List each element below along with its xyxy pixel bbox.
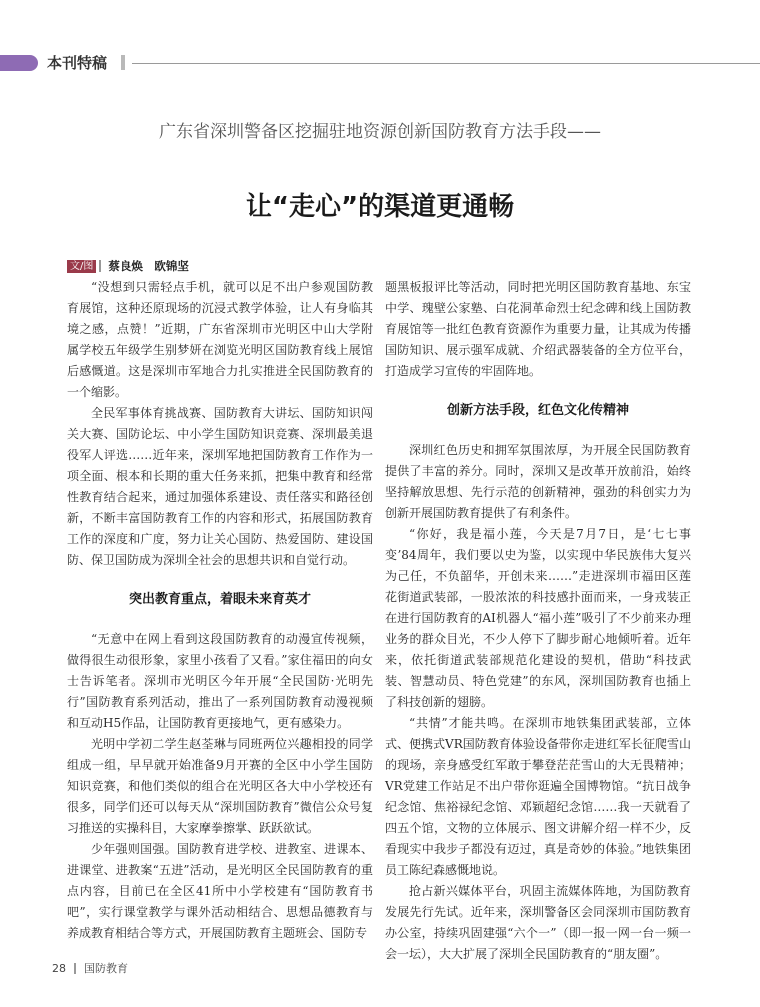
magazine-name: 国防教育 (84, 962, 128, 975)
byline-divider (99, 260, 101, 272)
paragraph: “你好，我是福小莲，今天是7月7日，是‘七七事变’84周年，我们要以史为鉴，以实现中华民族伟大复兴为己任，不负韶华，开创未来……”走进深圳市福田区莲花街道武装部，一股浓浓的科技感扑面而来，一身戎装正在进行国防教育的AI机器人“福小莲”吸引了不少前来办理业务的群众目光，不少人停下了脚步耐心地倾听着。近年来，依托街道武装部规范化建设的契机，借助“科技武装、智慧动员、特色党建”的东风，深圳国防教育也插上了科技创新的翅膀。 (385, 527, 691, 709)
right-column (385, 277, 691, 965)
page-footer (52, 960, 128, 976)
byline (67, 258, 189, 274)
byline-authors: 蔡良焕 欧锦坚 (108, 259, 189, 273)
section-title: 本刊特稿 (47, 54, 108, 72)
article-title: 让“走心”的渠道更通畅 (245, 192, 515, 222)
paragraph: “无意中在网上看到这段国防教育的动漫宣传视频，做得很生动很形象，家里小孩看了又看。”家住福田的向女士告诉笔者。深圳市光明区今年开展“全民国防·光明先行”国防教育系列活动，推出了一系列国防教育动漫视频和互动H5作品，让国防教育更接地气，更有感染力。 (67, 632, 373, 730)
paragraph: 全民军事体育挑战赛、国防教育大讲坛、国防知识闯关大赛、国防论坛、中小学生国防知识竞赛、深圳最美退役军人评选……近年来，深圳军地把国防教育工作作为一项全面、根本和长期的重大任务来抓，把集中教育和经常性教育结合起来，通过加强体系建设、责任落实和路径创新，不断丰富国防教育工作的内容和形式，拓展国防教育工作的深度和广度，努力让关心国防、热爱国防、建设国防、保卫国防成为深圳全社会的思想共识和自觉行动。 (67, 406, 373, 567)
byline-tag: 文/图 (67, 260, 96, 273)
page-number: 28 (52, 961, 66, 975)
section-accent-bar (0, 55, 38, 71)
article-kicker: 广东省深圳警备区挖掘驻地资源创新国防教育方法手段—— (159, 122, 601, 142)
paragraph-continuation: 题黑板报评比等活动，同时把光明区国防教育基地、东宝中学、瑰壁公家塾、白花洞革命烈士纪念碑和线上国防教育展馆等一批红色教育资源作为重要力量，让其成为传播国防知识、展示强军成就、介绍武器装备的全方位平台，打造成学习宣传的牢固阵地。 (385, 280, 691, 378)
paragraph: “共情”才能共鸣。在深圳市地铁集团武装部，立体式、便携式VR国防教育体验设备带你走进红军长征爬雪山的现场，亲身感受红军敢于攀登茫茫雪山的大无畏精神；VR党建工作站足不出户带你逛遍全国博物馆。“抗日战争纪念馆、焦裕禄纪念馆、邓颖超纪念馆……我一天就看了四五个馆，文物的立体展示、图文讲解介绍一样不少，反看现实中我步子都没有迈过，真是奇妙的体验。”地铁集团员工陈纪森感慨地说。 (385, 716, 691, 877)
section-header (0, 52, 760, 78)
paragraph: 深圳红色历史和拥军氛围浓厚，为开展全民国防教育提供了丰富的养分。同时，深圳又是改革开放前沿，始终坚持解放思想、先行示范的创新精神，强劲的科创实力为创新开展国防教育提供了有利条件。 (385, 443, 691, 520)
paragraph: 少年强则国强。国防教育进学校、进教室、进课本、进课堂、进教案“五进”活动，是光明区全民国防教育的重点内容，目前已在全区41所中小学校建有“国防教育书吧”，实行课堂教学与课外活动相结合、思想品德教育与养成教育相结合等方式，开展国防教育主题班会、国防专 (67, 842, 373, 940)
header-rule (132, 63, 760, 64)
section-divider (121, 55, 125, 70)
section-subhead: 突出教育重点，着眼未来育英才 (128, 592, 311, 607)
paragraph: 光明中学初二学生赵荃琳与同班两位兴趣相投的同学组成一组，早早就开始准备9月开赛的全区中小学生国防知识竞赛，和他们类似的组合在光明区各大中小学校还有很多，同学们还可以每天从“深圳国防教育”微信公众号复习推送的实操科目，大家摩拳擦掌、跃跃欲试。 (67, 737, 373, 835)
footer-divider (74, 963, 76, 974)
section-subhead: 创新方法手段，红色文化传精神 (446, 403, 629, 418)
paragraph: 抢占新兴媒体平台，巩固主流媒体阵地，为国防教育发展先行先试。近年来，深圳警备区会同深圳市国防教育办公室，持续巩固建强“六个一”（即一报一网一台一频一会一坛），大大扩展了深圳全民国防教育的“朋友圈”。 (385, 884, 691, 961)
left-column (67, 277, 373, 944)
paragraph: “没想到只需轻点手机，就可以足不出户参观国防教育展馆，这种还原现场的沉浸式教学体验，让人有身临其境之感，点赞！”近期，广东省深圳市光明区中山大学附属学校五年级学生别梦妍在浏览光明区国防教育线上展馆后感慨道。这是深圳市军地合力扎实推进全民国防教育的一个缩影。 (67, 280, 373, 399)
